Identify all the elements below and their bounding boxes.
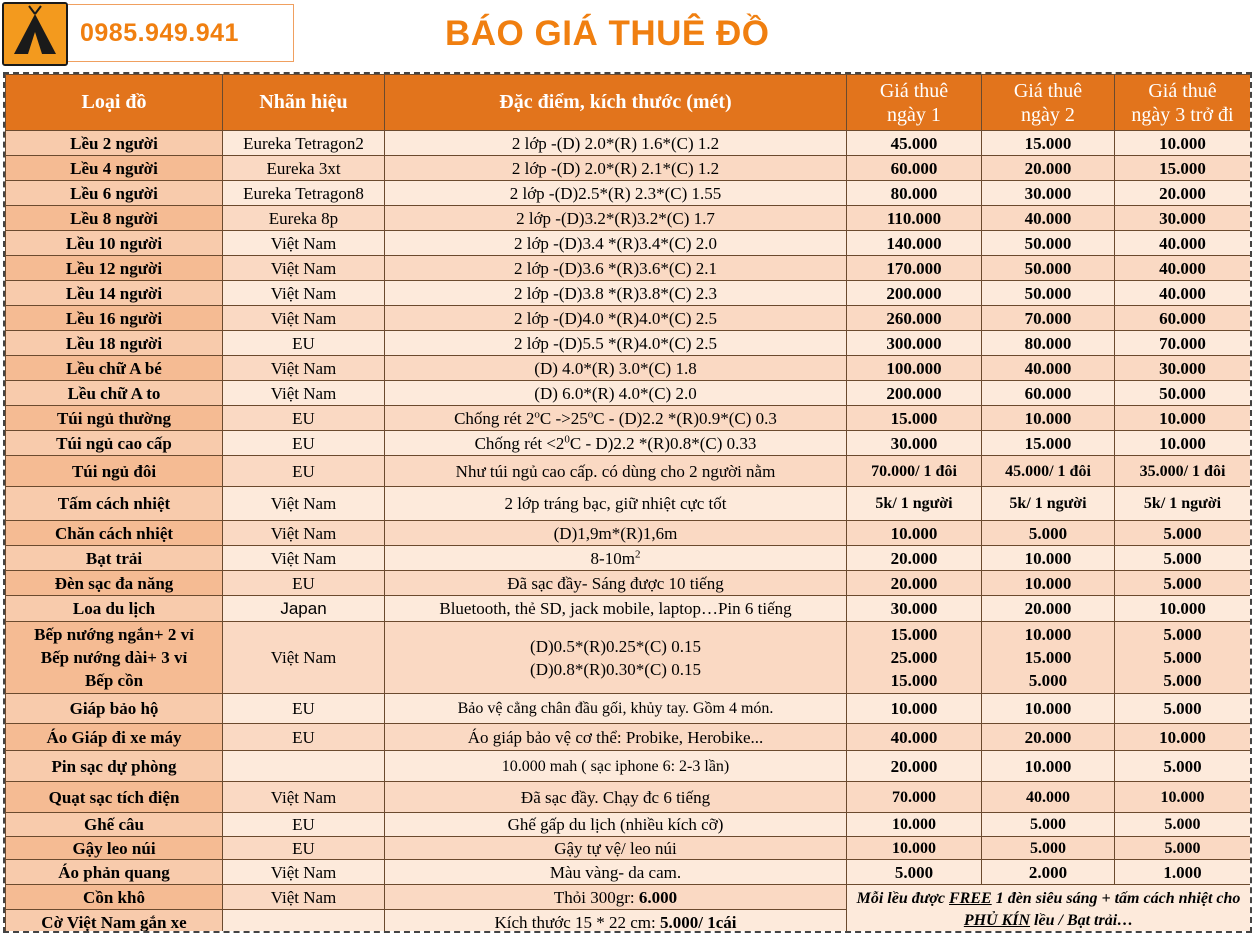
item-name: Lều 14 người bbox=[6, 281, 223, 306]
header-day1: Giá thuê ngày 1 bbox=[847, 75, 982, 131]
item-spec: Ghế gấp du lịch (nhiều kích cỡ) bbox=[385, 813, 847, 837]
price-day1: 110.000 bbox=[847, 206, 982, 231]
price-day1: 20.000 bbox=[847, 546, 982, 571]
table-row bbox=[6, 885, 1251, 910]
item-spec: Đã sạc đầy- Sáng được 10 tiếng bbox=[385, 571, 847, 596]
item-spec: $8-10m^2$ bbox=[385, 546, 847, 571]
table-row bbox=[6, 331, 1251, 356]
table-row bbox=[6, 751, 1251, 782]
table-row bbox=[6, 724, 1251, 751]
item-name: Áo Giáp đi xe máy bbox=[6, 724, 223, 751]
item-name: Ghế câu bbox=[6, 813, 223, 837]
price-day1: 15.000 bbox=[847, 406, 982, 431]
item-brand: Việt Nam bbox=[223, 356, 385, 381]
item-name: Giáp bảo hộ bbox=[6, 694, 223, 724]
price-day1: 70.000/ 1 đôi bbox=[847, 456, 982, 487]
item-brand: Việt Nam bbox=[223, 521, 385, 546]
price-day3: 10.000 bbox=[1115, 782, 1251, 813]
item-name: Tấm cách nhiệt bbox=[6, 487, 223, 521]
table-row bbox=[6, 356, 1251, 381]
item-spec: Chống rét $<2^0C - D)2.2$ *(R)0.8*(C) 0.33 bbox=[385, 431, 847, 456]
table-row bbox=[6, 694, 1251, 724]
item-name: Quạt sạc tích điện bbox=[6, 782, 223, 813]
item-brand: EU bbox=[223, 456, 385, 487]
item-spec: 2 lớp -(D)4.0 *(R)4.0*(C) 2.5 bbox=[385, 306, 847, 331]
price-day1: 5k/ 1 người bbox=[847, 487, 982, 521]
table-row bbox=[6, 281, 1251, 306]
item-spec: Chống rét 2$^o$C $->25^oC - (D)2.2$ *(R)0.9*(C) 0.3 bbox=[385, 406, 847, 431]
item-brand: EU bbox=[223, 694, 385, 724]
item-spec: Gậy tự vệ/ leo núi bbox=[385, 837, 847, 860]
price-day3: 10.000 bbox=[1115, 131, 1251, 156]
price-day2: 5.000 bbox=[982, 521, 1115, 546]
price-day1: 70.000 bbox=[847, 782, 982, 813]
price-day1: 260.000 bbox=[847, 306, 982, 331]
item-name: Túi ngủ đôi bbox=[6, 456, 223, 487]
price-day3: 15.000 bbox=[1115, 156, 1251, 181]
price-day2: 10.000 bbox=[982, 751, 1115, 782]
table-row bbox=[6, 406, 1251, 431]
item-spec: 2 lớp -(D)5.5 *(R)4.0*(C) 2.5 bbox=[385, 331, 847, 356]
item-name: Lều 18 người bbox=[6, 331, 223, 356]
price-day3: 5.000 bbox=[1115, 546, 1251, 571]
price-day2: 20.000 bbox=[982, 156, 1115, 181]
price-day2: 45.000/ 1 đôi bbox=[982, 456, 1115, 487]
item-spec: 2 lớp -(D)3.6 *(R)3.6*(C) 2.1 bbox=[385, 256, 847, 281]
price-day2: 10.000 bbox=[982, 406, 1115, 431]
item-brand: Japan bbox=[223, 596, 385, 622]
price-day2: 5.000 bbox=[982, 837, 1115, 860]
price-day1: 45.000 bbox=[847, 131, 982, 156]
table-row bbox=[6, 622, 1251, 694]
item-name: Gậy leo núi bbox=[6, 837, 223, 860]
item-brand bbox=[223, 751, 385, 782]
table-row bbox=[6, 813, 1251, 837]
price-day2: 5k/ 1 người bbox=[982, 487, 1115, 521]
phone-box bbox=[68, 4, 294, 62]
item-name: Đèn sạc đa năng bbox=[6, 571, 223, 596]
table-row bbox=[6, 860, 1251, 885]
price-day1: 140.000 bbox=[847, 231, 982, 256]
table-row bbox=[6, 181, 1251, 206]
item-name: Túi ngủ cao cấp bbox=[6, 431, 223, 456]
price-day2: 30.000 bbox=[982, 181, 1115, 206]
item-spec: (D)1,9m*(R)1,6m bbox=[385, 521, 847, 546]
item-brand: EU bbox=[223, 331, 385, 356]
item-spec: 2 lớp -(D) 2.0*(R) 2.1*(C) 1.2 bbox=[385, 156, 847, 181]
price-day1: 200.000 bbox=[847, 281, 982, 306]
price-day2: 2.000 bbox=[982, 860, 1115, 885]
price-table-container bbox=[3, 72, 1252, 933]
table-row bbox=[6, 206, 1251, 231]
item-spec: 2 lớp -(D)3.2*(R)3.2*(C) 1.7 bbox=[385, 206, 847, 231]
price-day2: 15.000 bbox=[982, 131, 1115, 156]
price-day2: 10.000 bbox=[982, 546, 1115, 571]
price-day2: 20.000 bbox=[982, 596, 1115, 622]
item-brand: Việt Nam bbox=[223, 885, 385, 910]
price-day2: 80.000 bbox=[982, 331, 1115, 356]
item-name: Bạt trải bbox=[6, 546, 223, 571]
table-row bbox=[6, 487, 1251, 521]
item-spec: Áo giáp bảo vệ cơ thể: Probike, Herobike... bbox=[385, 724, 847, 751]
item-name: Túi ngủ thường bbox=[6, 406, 223, 431]
item-brand: Việt Nam bbox=[223, 281, 385, 306]
free-offer-note: Mỗi lều được FREE 1 đèn siêu sáng + tấm cách nhiệt cho PHỦ KÍN lều / Bạt trải… bbox=[847, 885, 1251, 934]
price-day3: 5.000 bbox=[1115, 751, 1251, 782]
page-title: BÁO GIÁ THUÊ ĐỒ bbox=[445, 14, 770, 53]
table-header-row bbox=[6, 75, 1251, 131]
item-brand: Eureka Tetragon2 bbox=[223, 131, 385, 156]
price-day1: 40.000 bbox=[847, 724, 982, 751]
table-row bbox=[6, 837, 1251, 860]
price-day3: 40.000 bbox=[1115, 231, 1251, 256]
price-day1: 300.000 bbox=[847, 331, 982, 356]
item-brand: Việt Nam bbox=[223, 622, 385, 694]
item-brand: EU bbox=[223, 406, 385, 431]
item-brand: Việt Nam bbox=[223, 256, 385, 281]
item-brand: EU bbox=[223, 724, 385, 751]
price-day1: 200.000 bbox=[847, 381, 982, 406]
item-name: Chăn cách nhiệt bbox=[6, 521, 223, 546]
price-day2: 40.000 bbox=[982, 356, 1115, 381]
table-row bbox=[6, 456, 1251, 487]
page-header bbox=[0, 0, 1255, 70]
item-spec: Đã sạc đầy. Chạy đc 6 tiếng bbox=[385, 782, 847, 813]
item-brand: Việt Nam bbox=[223, 487, 385, 521]
price-day3: 70.000 bbox=[1115, 331, 1251, 356]
item-brand bbox=[223, 910, 385, 934]
item-brand: Eureka 8p bbox=[223, 206, 385, 231]
item-name: Cờ Việt Nam gắn xe bbox=[6, 910, 223, 934]
price-day1: 170.000 bbox=[847, 256, 982, 281]
price-day3: 10.000 bbox=[1115, 724, 1251, 751]
price-day3: 5.000 5.000 5.000 bbox=[1115, 622, 1251, 694]
price-day2: 15.000 bbox=[982, 431, 1115, 456]
item-name: Cồn khô bbox=[6, 885, 223, 910]
item-name: Lều 6 người bbox=[6, 181, 223, 206]
item-brand: Việt Nam bbox=[223, 860, 385, 885]
item-name: Lều chữ A bé bbox=[6, 356, 223, 381]
phone-number[interactable]: 0985.949.941 bbox=[80, 18, 239, 47]
table-row bbox=[6, 256, 1251, 281]
price-day3: 60.000 bbox=[1115, 306, 1251, 331]
price-day1: 100.000 bbox=[847, 356, 982, 381]
item-spec: 2 lớp -(D)2.5*(R) 2.3*(C) 1.55 bbox=[385, 181, 847, 206]
item-spec: (D) 4.0*(R) 3.0*(C) 1.8 bbox=[385, 356, 847, 381]
price-day1: 10.000 bbox=[847, 521, 982, 546]
price-day1: 30.000 bbox=[847, 596, 982, 622]
table-row bbox=[6, 231, 1251, 256]
price-day3: 5k/ 1 người bbox=[1115, 487, 1251, 521]
price-day3: 5.000 bbox=[1115, 521, 1251, 546]
item-spec: 10.000 mah ( sạc iphone 6: 2-3 lần) bbox=[385, 751, 847, 782]
price-day1: 5.000 bbox=[847, 860, 982, 885]
header-spec: Đặc điểm, kích thước (mét) bbox=[385, 75, 847, 131]
price-day2: 50.000 bbox=[982, 256, 1115, 281]
item-spec: Bluetooth, thẻ SD, jack mobile, laptop…Pin 6 tiếng bbox=[385, 596, 847, 622]
item-brand: Việt Nam bbox=[223, 231, 385, 256]
item-brand: Việt Nam bbox=[223, 546, 385, 571]
item-spec: (D) 6.0*(R) 4.0*(C) 2.0 bbox=[385, 381, 847, 406]
tent-logo-icon bbox=[2, 2, 68, 66]
table-row bbox=[6, 156, 1251, 181]
item-brand: Eureka 3xt bbox=[223, 156, 385, 181]
price-day3: 10.000 bbox=[1115, 596, 1251, 622]
price-day3: 40.000 bbox=[1115, 281, 1251, 306]
table-row bbox=[6, 782, 1251, 813]
price-day1: 10.000 bbox=[847, 813, 982, 837]
price-day3: 30.000 bbox=[1115, 356, 1251, 381]
price-day1: 10.000 bbox=[847, 694, 982, 724]
price-day2: 40.000 bbox=[982, 206, 1115, 231]
item-name: Bếp nướng ngắn+ 2 vỉ Bếp nướng dài+ 3 vỉ Bếp cồn bbox=[6, 622, 223, 694]
table-row bbox=[6, 546, 1251, 571]
item-spec: (D)0.5*(R)0.25*(C) 0.15 (D)0.8*(R)0.30*(C) 0.15 bbox=[385, 622, 847, 694]
price-day3: 30.000 bbox=[1115, 206, 1251, 231]
price-day3: 50.000 bbox=[1115, 381, 1251, 406]
header-day3: Giá thuê ngày 3 trở đi bbox=[1115, 75, 1251, 131]
table-row bbox=[6, 381, 1251, 406]
price-day2: 10.000 bbox=[982, 571, 1115, 596]
price-day2: 5.000 bbox=[982, 813, 1115, 837]
price-day3: 10.000 bbox=[1115, 406, 1251, 431]
price-day1: 15.000 25.000 15.000 bbox=[847, 622, 982, 694]
item-name: Lều 10 người bbox=[6, 231, 223, 256]
table-row bbox=[6, 306, 1251, 331]
item-name: Lều 2 người bbox=[6, 131, 223, 156]
item-brand: EU bbox=[223, 837, 385, 860]
price-day3: 5.000 bbox=[1115, 694, 1251, 724]
item-brand: EU bbox=[223, 571, 385, 596]
price-day1: 20.000 bbox=[847, 571, 982, 596]
item-spec: 2 lớp -(D)3.8 *(R)3.8*(C) 2.3 bbox=[385, 281, 847, 306]
price-day2: 50.000 bbox=[982, 231, 1115, 256]
price-day3: 20.000 bbox=[1115, 181, 1251, 206]
item-name: Lều 8 người bbox=[6, 206, 223, 231]
price-day2: 10.000 15.000 5.000 bbox=[982, 622, 1115, 694]
table-row bbox=[6, 571, 1251, 596]
item-brand: EU bbox=[223, 813, 385, 837]
header-brand: Nhãn hiệu bbox=[223, 75, 385, 131]
item-name: Áo phản quang bbox=[6, 860, 223, 885]
price-day2: 70.000 bbox=[982, 306, 1115, 331]
price-day3: 1.000 bbox=[1115, 860, 1251, 885]
item-name: Lều 16 người bbox=[6, 306, 223, 331]
price-day3: 5.000 bbox=[1115, 571, 1251, 596]
item-brand: Việt Nam bbox=[223, 782, 385, 813]
item-spec: Thỏi 300gr: 6.000 bbox=[385, 885, 847, 910]
table-row bbox=[6, 431, 1251, 456]
price-day2: 10.000 bbox=[982, 694, 1115, 724]
table-row bbox=[6, 131, 1251, 156]
item-spec: 2 lớp -(D) 2.0*(R) 1.6*(C) 1.2 bbox=[385, 131, 847, 156]
item-spec: 2 lớp tráng bạc, giữ nhiệt cực tốt bbox=[385, 487, 847, 521]
price-day3: 5.000 bbox=[1115, 837, 1251, 860]
item-spec: Kích thước 15 * 22 cm: 5.000/ 1cái bbox=[385, 910, 847, 934]
price-day1: 10.000 bbox=[847, 837, 982, 860]
table-row bbox=[6, 596, 1251, 622]
price-day3: 10.000 bbox=[1115, 431, 1251, 456]
item-brand: Eureka Tetragon8 bbox=[223, 181, 385, 206]
price-day1: 20.000 bbox=[847, 751, 982, 782]
price-table bbox=[5, 74, 1251, 933]
item-brand: Việt Nam bbox=[223, 306, 385, 331]
price-day2: 40.000 bbox=[982, 782, 1115, 813]
price-day1: 60.000 bbox=[847, 156, 982, 181]
price-day3: 5.000 bbox=[1115, 813, 1251, 837]
item-spec: Bảo vệ cẳng chân đầu gối, khủy tay. Gồm 4 món. bbox=[385, 694, 847, 724]
item-name: Pin sạc dự phòng bbox=[6, 751, 223, 782]
price-day3: 40.000 bbox=[1115, 256, 1251, 281]
item-name: Lều 4 người bbox=[6, 156, 223, 181]
price-day1: 80.000 bbox=[847, 181, 982, 206]
item-name: Lều chữ A to bbox=[6, 381, 223, 406]
item-name: Lều 12 người bbox=[6, 256, 223, 281]
price-day3: 35.000/ 1 đôi bbox=[1115, 456, 1251, 487]
item-brand: Việt Nam bbox=[223, 381, 385, 406]
price-day2: 50.000 bbox=[982, 281, 1115, 306]
price-day2: 60.000 bbox=[982, 381, 1115, 406]
header-type: Loại đồ bbox=[6, 75, 223, 131]
header-day2: Giá thuê ngày 2 bbox=[982, 75, 1115, 131]
item-spec: Như túi ngủ cao cấp. có dùng cho 2 người nằm bbox=[385, 456, 847, 487]
price-day2: 20.000 bbox=[982, 724, 1115, 751]
item-spec: 2 lớp -(D)3.4 *(R)3.4*(C) 2.0 bbox=[385, 231, 847, 256]
price-day1: 30.000 bbox=[847, 431, 982, 456]
item-name: Loa du lịch bbox=[6, 596, 223, 622]
item-spec: Màu vàng- da cam. bbox=[385, 860, 847, 885]
table-row bbox=[6, 521, 1251, 546]
item-brand: EU bbox=[223, 431, 385, 456]
